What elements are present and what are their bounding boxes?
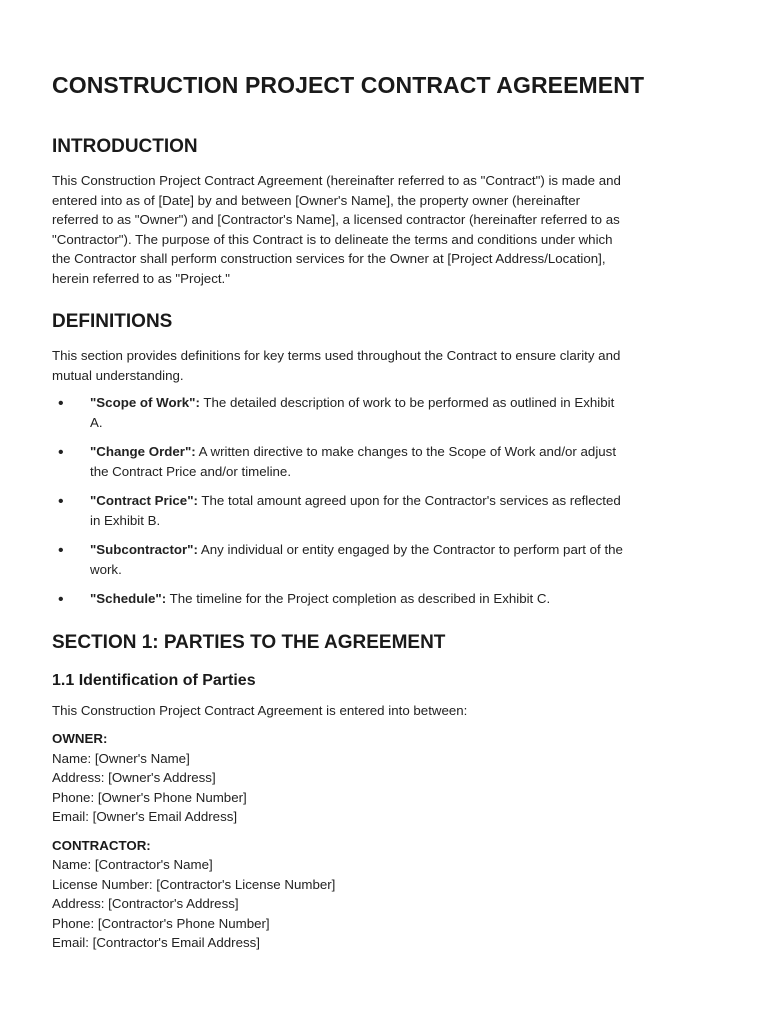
- definition-text: The timeline for the Project completion as described in Exhibit C.: [166, 591, 551, 606]
- introduction-heading: INTRODUCTION: [52, 136, 198, 157]
- bullet-icon: •: [58, 493, 64, 510]
- definition-item: [52, 589, 718, 609]
- definition-text-cont: in Exhibit B.: [90, 512, 161, 528]
- bullet-icon: •: [58, 395, 64, 412]
- owner-block: [52, 729, 718, 827]
- introduction-line: herein referred to as "Project.": [52, 270, 230, 286]
- owner-phone: Phone: [Owner's Phone Number]: [52, 789, 247, 805]
- bullet-icon: •: [58, 444, 64, 461]
- introduction-line: the Contractor shall perform construction services for the Owner at [Project Address/Location],: [52, 251, 606, 266]
- section1-1-heading: 1.1 Identification of Parties: [52, 671, 256, 689]
- contractor-label: CONTRACTOR:: [52, 837, 151, 853]
- owner-name: Name: [Owner's Name]: [52, 750, 190, 766]
- definition-term: "Scope of Work":: [90, 395, 200, 410]
- contractor-phone: Phone: [Contractor's Phone Number]: [52, 915, 270, 931]
- contractor-address: Address: [Contractor's Address]: [52, 896, 239, 911]
- introduction-line: "Contractor"). The purpose of this Contract is to delineate the terms and conditions under which: [52, 231, 613, 247]
- introduction-line: referred to as "Owner") and [Contractor's Name], a licensed contractor (hereinafter referred to as: [52, 212, 620, 227]
- owner-email: Email: [Owner's Email Address]: [52, 809, 238, 824]
- definition-text: A written directive to make changes to the Scope of Work and/or adjust: [195, 444, 617, 459]
- definitions-list: [52, 393, 718, 609]
- definition-term: "Subcontractor":: [90, 542, 198, 557]
- definition-text: Any individual or entity engaged by the Contractor to perform part of the: [197, 542, 623, 557]
- definition-text: The total amount agreed upon for the Contractor's services as reflected: [197, 493, 621, 508]
- document-title: CONSTRUCTION PROJECT CONTRACT AGREEMENT: [52, 72, 645, 98]
- definition-term: "Change Order":: [90, 444, 196, 459]
- definition-text-cont: A.: [90, 414, 103, 430]
- definitions-line: mutual understanding.: [52, 367, 184, 383]
- section1-heading: SECTION 1: PARTIES TO THE AGREEMENT: [52, 631, 446, 653]
- owner-address: Address: [Owner's Address]: [52, 770, 216, 785]
- bullet-icon: •: [58, 591, 64, 608]
- definitions-line: This section provides definitions for key terms used throughout the Contract to ensure clarity and: [52, 348, 621, 363]
- parties-intro: This Construction Project Contract Agreement is entered into between:: [52, 702, 468, 718]
- contractor-name: Name: [Contractor's Name]: [52, 857, 213, 872]
- definition-text-cont: work.: [90, 561, 122, 577]
- definitions-heading: DEFINITIONS: [52, 311, 173, 332]
- definition-item: [52, 540, 718, 579]
- definition-item: [52, 442, 718, 481]
- definition-text-cont: the Contract Price and/or timeline.: [90, 463, 292, 479]
- introduction-line: This Construction Project Contract Agreement (hereinafter referred to as "Contract") is made and: [52, 173, 621, 188]
- definition-term: "Contract Price":: [90, 493, 198, 508]
- contractor-license: License Number: [Contractor's License Number]: [52, 876, 336, 892]
- definition-item: [52, 393, 718, 432]
- definition-item: [52, 491, 718, 530]
- introduction-line: entered into as of [Date] by and between [Owner's Name], the property owner (hereinafter: [52, 192, 581, 208]
- contractor-block: [52, 836, 718, 953]
- definitions-paragraph: [52, 346, 718, 385]
- contractor-email: Email: [Contractor's Email Address]: [52, 935, 260, 950]
- definition-term: "Schedule":: [90, 591, 167, 606]
- introduction-paragraph: [52, 171, 718, 288]
- definition-text: The detailed description of work to be performed as outlined in Exhibit: [199, 395, 615, 410]
- bullet-icon: •: [58, 542, 64, 559]
- owner-label: OWNER:: [52, 731, 108, 746]
